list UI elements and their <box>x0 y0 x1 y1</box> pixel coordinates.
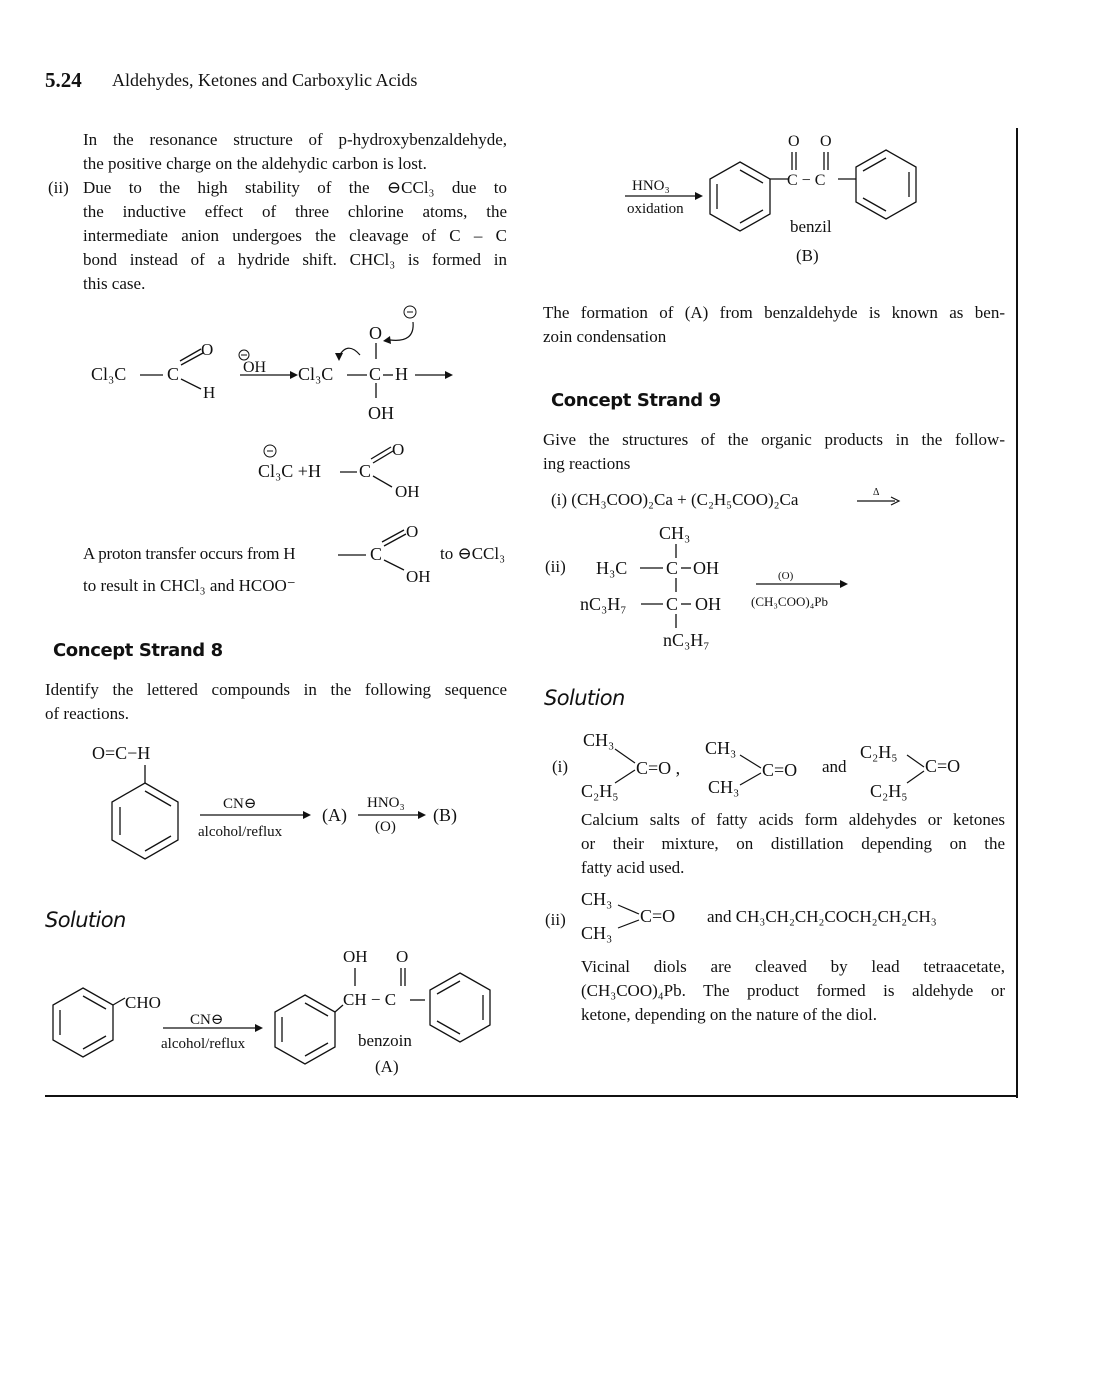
ch-c-chain: CH − C <box>343 990 397 1009</box>
h-label: H <box>395 364 408 384</box>
benzene-ring <box>53 988 113 1057</box>
nitric-acid-reagent: HNO₃ <box>367 795 405 811</box>
strand9-line-2: ing reactions <box>543 454 631 473</box>
carbonyl-a: C=O , <box>636 758 681 778</box>
cyanide-reagent: CN⊖ <box>223 796 257 812</box>
benzoin-scheme <box>45 940 515 1080</box>
calcium-line-1: Calcium salts of fatty acids form aldehydes or ketones <box>581 810 1005 829</box>
benzoin-a-label: (A) <box>375 1057 399 1076</box>
product-cl3c-h: Cl₃C +H <box>258 461 321 481</box>
concept-strand-8-heading: Concept Strand 8 <box>53 640 223 661</box>
nitric-acid-reagent: HNO₃ <box>632 178 670 194</box>
diol-carbon-1: C <box>666 558 679 578</box>
ketone-products-ii <box>543 883 1013 948</box>
delta-symbol: Δ <box>873 487 880 498</box>
ketone-products-i <box>543 725 1013 805</box>
oxygen-label: O <box>406 522 419 541</box>
benzil-b-label: (B) <box>796 246 819 265</box>
column-rule-right <box>1016 128 1018 1098</box>
benzene-ring <box>275 995 335 1064</box>
central-carbon: C <box>369 364 382 384</box>
item-ii-line-2: the inductive effect of three chlorine atoms, the <box>83 202 507 221</box>
item-ii-line-3: intermediate anion undergoes the cleavage of C – C <box>83 226 507 245</box>
oxygen-1: O <box>788 133 800 150</box>
reflux-condition: alcohol/reflux <box>161 1036 246 1052</box>
methyl-a: CH₃ <box>581 889 613 909</box>
calcium-line-3: fatty acid used. <box>581 858 685 877</box>
item-ii-line-4: bond instead of a hydride shift. CHCl₃ is formed in <box>83 250 507 269</box>
solution-heading-left: Solution <box>45 908 126 932</box>
oxidant-label: (O) <box>375 819 396 835</box>
formation-line-1: The formation of (A) from benzaldehyde is known as ben- <box>543 303 1005 322</box>
and-label: and <box>822 757 847 776</box>
carbon-label: C <box>167 364 180 384</box>
carbonyl-b: C=O <box>762 760 798 780</box>
cyanide-reagent: CN⊖ <box>190 1012 224 1028</box>
hydroxyl-2: OH <box>695 594 721 614</box>
bottom-rule <box>45 1095 1018 1097</box>
item-ii-marker: (ii) <box>545 557 566 576</box>
vicinal-line-1: Vicinal diols are cleaved by lead tetraacetate, <box>581 957 1005 976</box>
benzene-ring <box>710 162 770 231</box>
hydroxyl-label: OH <box>343 947 368 966</box>
proton-transfer-text: A proton transfer occurs from H <box>83 544 296 563</box>
benzene-ring <box>856 150 916 219</box>
solution-heading-right: Solution <box>544 686 625 710</box>
item-ii-marker: (ii) <box>48 178 69 197</box>
heat-arrow <box>855 483 905 513</box>
carbonyl-label: C=O <box>640 906 676 926</box>
intro-line-1: In the resonance structure of p-hydroxybenzaldehyde, <box>83 130 507 149</box>
cho-group: CHO <box>125 993 161 1012</box>
oh-label: OH <box>368 403 394 423</box>
vicinal-line-3: ketone, depending on the nature of the diol. <box>581 1005 877 1024</box>
oxygen-2: O <box>820 133 832 150</box>
hydroxide-label: OH <box>243 359 267 376</box>
methyl-c: CH₃ <box>708 777 740 797</box>
benzil-name: benzil <box>790 217 832 236</box>
methyl-b: CH₃ <box>581 923 613 943</box>
aldehyde-group: O=C−H <box>92 743 151 763</box>
ethyl-a: C₂H₅ <box>581 781 619 801</box>
h3c-label: H₃C <box>596 558 628 578</box>
reflux-condition: alcohol/reflux <box>198 824 283 840</box>
formate-structure <box>338 520 438 590</box>
diol-carbon-2: C <box>666 594 679 614</box>
strand8-line-2: of reactions. <box>45 704 130 723</box>
haloform-scheme <box>85 295 515 510</box>
intro-line-2: the positive charge on the aldehydic carbon is lost. <box>83 154 427 173</box>
lead-tetraacetate-reagent: (CH₃COO)₄Pb <box>751 594 828 609</box>
oh-label: OH <box>395 482 420 501</box>
carbonyl-c: C=O <box>925 756 961 776</box>
oxygen-label: O <box>201 340 214 359</box>
vicinal-line-2: (CH₃COO)₄Pb. The product formed is aldehyde or <box>581 981 1005 1000</box>
propyl-bottom: nC₃H₇ <box>663 630 710 650</box>
methyl-top: CH₃ <box>659 523 691 543</box>
hydroxyl-1: OH <box>693 558 719 578</box>
sol-ii-marker: (ii) <box>545 910 566 929</box>
proton-result-text: to result in CHCl₃ and HCOO⁻ <box>83 576 296 595</box>
to-ccl3-text: to ⊖CCl₃ <box>440 544 506 563</box>
oxygen-label: O <box>392 440 405 459</box>
benzoin-name: benzoin <box>358 1031 412 1050</box>
methyl-b: CH₃ <box>705 738 737 758</box>
oxidation-condition: oxidation <box>627 201 684 217</box>
hydrogen-label: H <box>203 383 216 402</box>
oxidant-label: (O) <box>778 570 794 582</box>
benzene-ring <box>112 783 178 859</box>
calcium-line-2: or their mixture, on distillation depending on the <box>581 834 1005 853</box>
compound-b-label: (B) <box>433 805 457 825</box>
heptanone-text: and CH₃CH₂CH₂COCH₂CH₂CH₃ <box>707 907 937 926</box>
methyl-a: CH₃ <box>583 730 615 750</box>
ethyl-c: C₂H₅ <box>870 781 908 801</box>
dicarbonyl-chain: C − C <box>787 172 826 189</box>
reactant-cl3c: Cl₃C <box>91 364 127 384</box>
ethyl-b: C₂H₅ <box>860 742 898 762</box>
item-ii-line-1: Due to the high stability of the ⊖CCl₃ due to <box>83 178 507 197</box>
benzil-scheme <box>620 130 940 270</box>
propyl-left: nC₃H₇ <box>580 594 627 614</box>
compound-a-label: (A) <box>322 805 347 825</box>
carbon-label: C <box>359 461 372 481</box>
formation-line-2: zoin condensation <box>543 327 667 346</box>
curved-arrow <box>390 322 413 340</box>
page-number: 5.24 <box>45 68 82 92</box>
benzene-ring <box>430 973 490 1042</box>
sol-i-marker: (i) <box>552 757 569 776</box>
vicinal-diol-scheme <box>543 518 873 658</box>
concept-strand-9-heading: Concept Strand 9 <box>551 390 721 411</box>
strand8-reaction-scheme <box>90 735 470 875</box>
strand9-line-1: Give the structures of the organic products in the follow- <box>543 430 1005 449</box>
strand8-line-1: Identify the lettered compounds in the following sequence <box>45 680 507 699</box>
strand9-item-i: (i) (CH₃COO)₂Ca + (C₂H₅COO)₂Ca <box>551 490 799 509</box>
carbon-label: C <box>370 544 383 564</box>
running-title: Aldehydes, Ketones and Carboxylic Acids <box>112 70 418 90</box>
o-minus-label: O <box>369 323 382 343</box>
oh-label: OH <box>406 567 431 586</box>
carbonyl-oxygen: O <box>396 947 409 966</box>
intermediate-cl3c: Cl₃C <box>298 364 334 384</box>
item-ii-line-5: this case. <box>83 274 146 293</box>
